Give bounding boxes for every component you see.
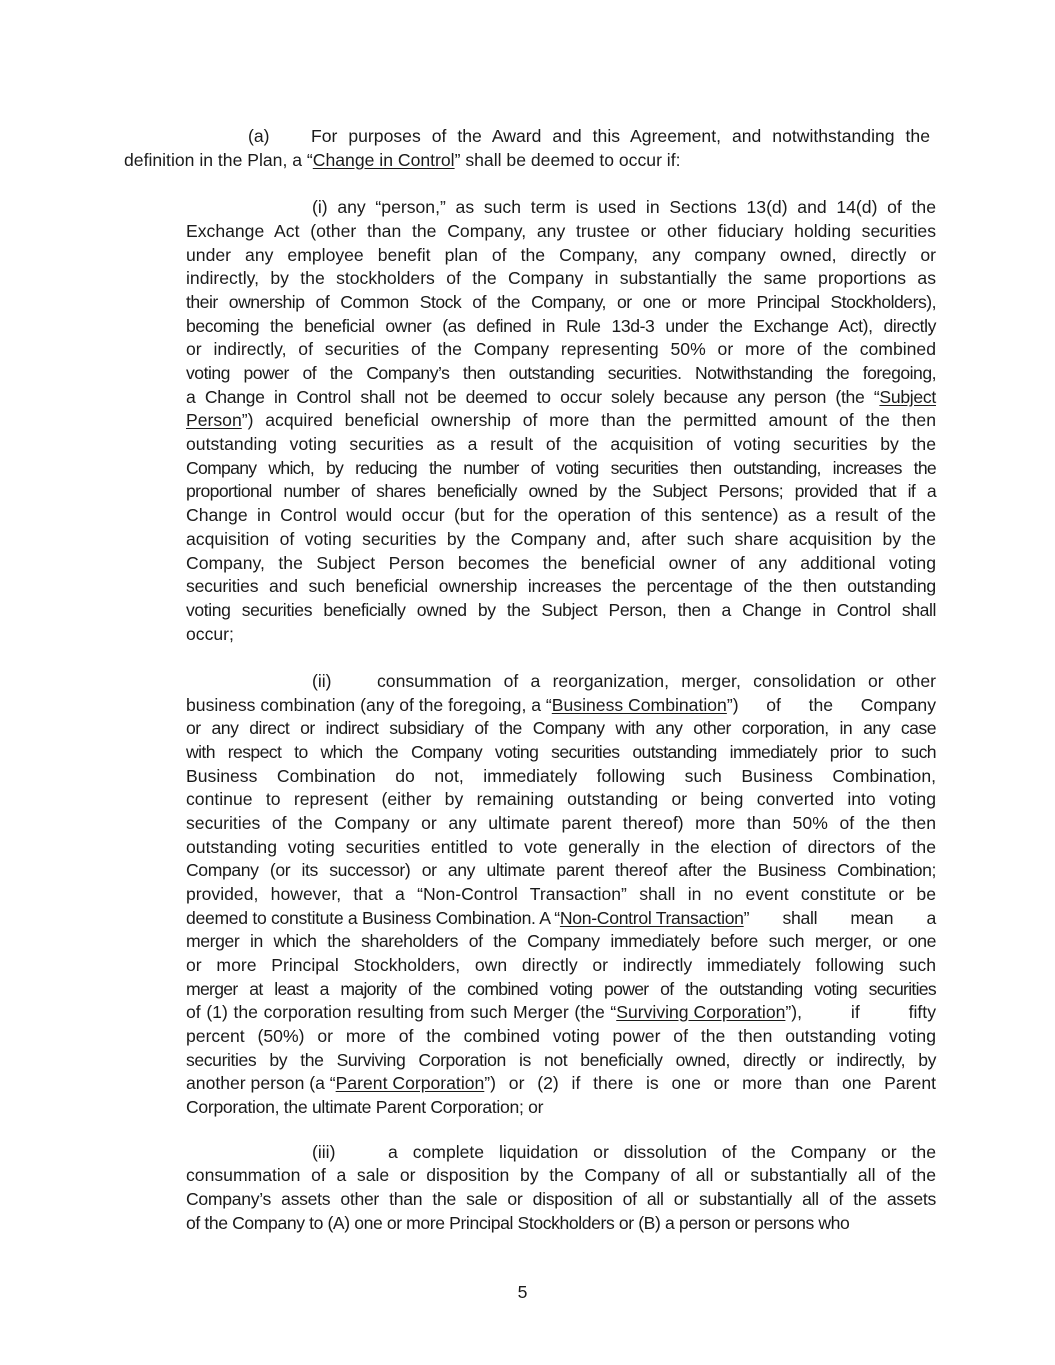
text: business combination (any of the foregoing, a “ (186, 695, 552, 715)
paragraph-i-line: outstanding voting securities as a result of the acquisition of voting securities by the (186, 434, 936, 454)
paragraph-ii-line (186, 1072, 936, 1096)
paragraph-ii-line (186, 1001, 936, 1025)
paragraph-i-line: Company, the Subject Person becomes the beneficial owner of any additional voting (186, 553, 936, 573)
text: of (1) the corporation resulting from such Merger (the “ (186, 1002, 617, 1022)
paragraph-i-line: or indirectly, of securities of the Company representing 50% or more of the combined (186, 339, 936, 359)
paragraph-ii-line: merger at least a majority of the combined voting power of the outstanding voting securities (186, 979, 936, 999)
text: ” shall mean a (743, 908, 936, 928)
paragraph-i-line: voting power of the Company’s then outstanding securities. Notwithstanding the foregoing, (186, 363, 936, 383)
page-number: 5 (517, 1282, 528, 1302)
paragraph-i-line: under any employee benefit plan of the Company, any company owned, directly or (186, 245, 936, 265)
paragraph-iii-line: consummation of a sale or disposition by the Company of all or substantially all of the (186, 1165, 936, 1185)
paragraph-i-line: Company which, by reducing the number of voting securities then outstanding, increases the (186, 458, 936, 478)
text: deemed to constitute a Business Combination. A “ (186, 908, 560, 928)
paragraph-i-line: Exchange Act (other than the Company, any trustee or other fiduciary holding securities (186, 221, 936, 241)
defined-term-subject-person: Person (186, 410, 242, 430)
text: ”) of the Company (726, 695, 936, 715)
paragraph-iii-line: of the Company to (A) one or more Principal Stockholders or (B) a person or persons who (186, 1213, 850, 1233)
defined-term-non-control-transaction: Non-Control Transaction (559, 908, 744, 928)
paragraph-i-line: securities and such beneficial ownership increases the percentage of the then outstanding (186, 576, 936, 596)
paragraph-ii-line: Company (or its successor) or any ultimate parent thereof after the Business Combination; (186, 860, 936, 880)
paragraph-iii-line: Company’s assets other than the sale or disposition of all or substantially all of the assets (186, 1189, 936, 1209)
paragraph-ii-line: or more Principal Stockholders, own directly or indirectly immediately following such (186, 955, 936, 975)
paragraph-i-line: proportional number of shares beneficially owned by the Subject Persons; provided that if a (186, 481, 936, 501)
paragraph-i-line: Change in Control would occur (but for the operation of this sentence) as a result of the (186, 505, 936, 525)
paragraph-a-label: (a) (248, 126, 270, 146)
paragraph-iii-line: a complete liquidation or dissolution of the Company or the (388, 1142, 936, 1162)
text: ”) acquired beneficial ownership of more than the permitted amount of the then (241, 410, 936, 430)
paragraph-a-line-2 (124, 149, 681, 173)
paragraph-ii-line: securities of the Company or any ultimate parent thereof) more than 50% of the then (186, 813, 936, 833)
text: definition in the Plan, a “ (124, 150, 313, 170)
paragraph-i-line: their ownership of Common Stock of the Company, or one or more Principal Stockholders), (186, 292, 936, 312)
paragraph-i-line: becoming the beneficial owner (as defined in Rule 13d-3 under the Exchange Act), directly (186, 316, 936, 336)
paragraph-ii-line: Corporation, the ultimate Parent Corporation; or (186, 1097, 544, 1117)
paragraph-a-line-1: For purposes of the Award and this Agreement, and notwithstanding the (311, 126, 930, 146)
paragraph-ii-line: provided, however, that a “Non-Control Transaction” shall in no event constitute or be (186, 884, 936, 904)
paragraph-i-line: (i) any “person,” as such term is used in Sections 13(d) and 14(d) of the (312, 197, 936, 217)
paragraph-ii-line: percent (50%) or more of the combined voting power of the then outstanding voting (186, 1026, 936, 1046)
defined-term-business-combination: Business Combination (551, 695, 727, 715)
text: a Change in Control shall not be deemed to occur solely because any person (the “ (186, 387, 880, 407)
paragraph-ii-line: with respect to which the Company voting securities outstanding immediately prior to such (186, 742, 936, 762)
paragraph-i-line: occur; (186, 624, 234, 644)
paragraph-ii-line: outstanding voting securities entitled to vote generally in the election of directors of the (186, 837, 936, 857)
defined-term-change-in-control: Change in Control (312, 150, 455, 170)
paragraph-iii-label: (iii) (312, 1142, 336, 1162)
text: another person (a “ (186, 1073, 336, 1093)
text: ”), if fifty (785, 1002, 936, 1022)
paragraph-i-line: indirectly, by the stockholders of the Company in substantially the same proportions as (186, 268, 936, 288)
text: ” shall be deemed to occur if: (454, 150, 681, 170)
paragraph-ii-line: merger in which the shareholders of the Company immediately before such merger, or one (186, 931, 936, 951)
paragraph-ii-line: Business Combination do not, immediately following such Business Combination, (186, 766, 936, 786)
defined-term-subject-person: Subject (879, 387, 936, 407)
paragraph-ii-label: (ii) (312, 671, 332, 691)
text: ”) or (2) if there is one or more than one Parent (484, 1073, 936, 1093)
paragraph-i-line: voting securities beneficially owned by the Subject Person, then a Change in Control shall (186, 600, 936, 620)
paragraph-i-line (186, 386, 936, 410)
paragraph-ii-line: or any direct or indirect subsidiary of the Company with any other corporation, in any case (186, 718, 936, 738)
paragraph-i-line (186, 409, 936, 433)
paragraph-ii-line: consummation of a reorganization, merger, consolidation or other (377, 671, 936, 691)
paragraph-ii-line: continue to represent (either by remaining outstanding or being converted into voting (186, 789, 936, 809)
paragraph-ii-line (186, 694, 936, 718)
paragraph-ii-line (186, 907, 936, 931)
paragraph-i-line: acquisition of voting securities by the Company and, after such share acquisition by the (186, 529, 936, 549)
paragraph-ii-line: securities by the Surviving Corporation is not beneficially owned, directly or indirectly, by (186, 1050, 936, 1070)
defined-term-parent-corporation: Parent Corporation (335, 1073, 485, 1093)
defined-term-surviving-corporation: Surviving Corporation (616, 1002, 786, 1022)
